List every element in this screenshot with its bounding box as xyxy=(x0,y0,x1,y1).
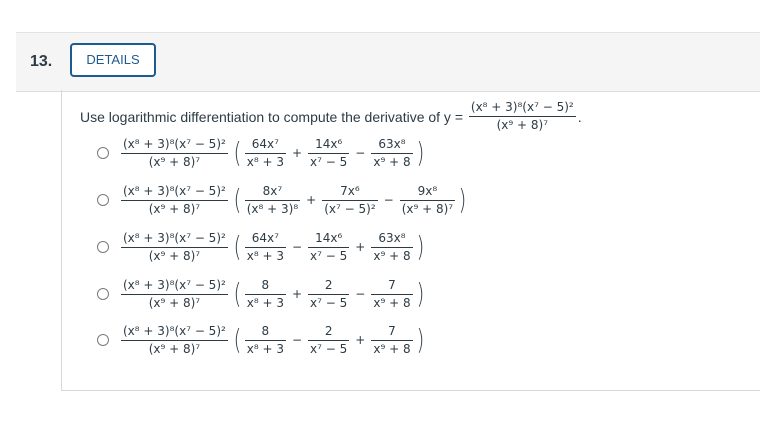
term-3-denominator: x⁹ + 8 xyxy=(373,154,411,169)
term-2 xyxy=(322,184,377,217)
radio-button[interactable] xyxy=(97,194,109,206)
answer-expression xyxy=(119,184,468,217)
operator-2: − xyxy=(355,287,366,301)
term-1-numerator: 64x⁷ xyxy=(245,137,286,154)
term-1-numerator: 8 xyxy=(245,278,286,295)
radio-button[interactable] xyxy=(97,334,109,346)
term-2 xyxy=(308,278,349,311)
lead-denominator: (x⁹ + 8)⁷ xyxy=(148,154,201,169)
term-3 xyxy=(371,324,412,357)
term-1-denominator: x⁸ + 3 xyxy=(246,154,284,169)
term-2 xyxy=(308,231,349,264)
term-3-denominator: x⁹ + 8 xyxy=(373,341,411,356)
left-paren: ( xyxy=(233,183,242,216)
term-3-numerator: 63x⁸ xyxy=(371,231,412,248)
term-3-denominator: x⁹ + 8 xyxy=(373,295,411,310)
answer-option[interactable] xyxy=(97,318,426,362)
details-button[interactable]: DETAILS xyxy=(70,43,156,77)
term-2 xyxy=(308,137,349,170)
lead-fraction xyxy=(121,184,228,217)
term-1-denominator: (x⁸ + 3)⁸ xyxy=(246,201,299,216)
term-3 xyxy=(371,231,412,264)
operator-1: − xyxy=(291,333,303,347)
radio-button[interactable] xyxy=(97,147,109,159)
term-2 xyxy=(308,324,349,357)
lead-fraction xyxy=(121,231,228,264)
term-2-numerator: 7x⁶ xyxy=(322,184,377,201)
lead-numerator: (x⁸ + 3)⁸(x⁷ − 5)² xyxy=(121,137,228,154)
term-2-numerator: 14x⁶ xyxy=(308,137,349,154)
term-1-denominator: x⁸ + 3 xyxy=(246,341,284,356)
term-2-numerator: 2 xyxy=(308,324,349,341)
operator-2: − xyxy=(355,146,366,160)
lead-fraction xyxy=(121,324,228,357)
radio-button[interactable] xyxy=(97,288,109,300)
term-3-numerator: 7 xyxy=(371,324,412,341)
term-1 xyxy=(245,278,286,311)
answer-expression xyxy=(119,137,426,170)
left-paren: ( xyxy=(233,323,242,356)
left-paren: ( xyxy=(233,136,242,169)
term-1 xyxy=(245,137,286,170)
operator-1: + xyxy=(291,146,303,160)
lead-denominator: (x⁹ + 8)⁷ xyxy=(148,201,201,216)
term-1-numerator: 64x⁷ xyxy=(245,231,286,248)
term-3 xyxy=(371,137,412,170)
lead-numerator: (x⁸ + 3)⁸(x⁷ − 5)² xyxy=(121,184,228,201)
answer-expression xyxy=(119,231,426,264)
term-3-numerator: 9x⁸ xyxy=(400,184,455,201)
right-paren: ) xyxy=(416,230,424,263)
lead-denominator: (x⁹ + 8)⁷ xyxy=(148,295,201,310)
term-3-denominator: x⁹ + 8 xyxy=(373,248,411,263)
term-3-numerator: 63x⁸ xyxy=(371,137,412,154)
term-3 xyxy=(371,278,412,311)
term-3 xyxy=(400,184,455,217)
lead-denominator: (x⁹ + 8)⁷ xyxy=(148,248,201,263)
lead-numerator: (x⁸ + 3)⁸(x⁷ − 5)² xyxy=(121,278,228,295)
term-1-numerator: 8 xyxy=(245,324,286,341)
term-2-numerator: 14x⁶ xyxy=(308,231,349,248)
radio-button[interactable] xyxy=(97,241,109,253)
term-1 xyxy=(245,231,286,264)
term-2-denominator: (x⁷ − 5)² xyxy=(324,201,376,216)
term-2-numerator: 2 xyxy=(308,278,349,295)
term-1-denominator: x⁸ + 3 xyxy=(246,248,284,263)
prompt-period: . xyxy=(577,108,582,125)
term-1-denominator: x⁸ + 3 xyxy=(246,295,284,310)
left-paren: ( xyxy=(233,277,242,310)
right-paren: ) xyxy=(416,277,424,310)
operator-2: + xyxy=(355,333,366,347)
term-1 xyxy=(245,184,300,217)
lead-fraction xyxy=(121,278,228,311)
prompt-text: Use logarithmic differentiation to compute the derivative of y = xyxy=(80,108,463,125)
question-prompt xyxy=(80,100,582,133)
operator-2: − xyxy=(383,193,394,207)
answer-expression xyxy=(119,278,426,311)
term-1 xyxy=(245,324,286,357)
left-paren: ( xyxy=(233,230,242,263)
right-paren: ) xyxy=(458,183,467,216)
right-paren: ) xyxy=(416,136,424,169)
term-3-denominator: (x⁹ + 8)⁷ xyxy=(401,201,454,216)
term-2-denominator: x⁷ − 5 xyxy=(310,295,348,310)
lead-denominator: (x⁹ + 8)⁷ xyxy=(148,341,201,356)
operator-2: + xyxy=(355,240,366,254)
answer-option[interactable] xyxy=(97,225,426,269)
y-numerator: (x⁸ + 3)⁸(x⁷ − 5)² xyxy=(469,100,576,117)
answer-expression xyxy=(119,324,426,357)
y-fraction xyxy=(469,100,576,133)
right-paren: ) xyxy=(416,323,424,356)
term-2-denominator: x⁷ − 5 xyxy=(310,341,348,356)
answer-option[interactable] xyxy=(97,272,426,316)
answer-option[interactable] xyxy=(97,131,426,175)
term-2-denominator: x⁷ − 5 xyxy=(310,154,348,169)
operator-1: − xyxy=(291,240,303,254)
term-2-denominator: x⁷ − 5 xyxy=(310,248,348,263)
operator-1: + xyxy=(291,287,303,301)
operator-1: + xyxy=(306,193,317,207)
term-1-numerator: 8x⁷ xyxy=(245,184,300,201)
question-number: 13. xyxy=(30,53,53,70)
lead-fraction xyxy=(121,137,228,170)
term-3-numerator: 7 xyxy=(371,278,412,295)
y-denominator: (x⁹ + 8)⁷ xyxy=(496,118,548,132)
answer-option[interactable] xyxy=(97,178,468,222)
lead-numerator: (x⁸ + 3)⁸(x⁷ − 5)² xyxy=(121,231,228,248)
lead-numerator: (x⁸ + 3)⁸(x⁷ − 5)² xyxy=(121,324,228,341)
question-header xyxy=(16,32,760,92)
